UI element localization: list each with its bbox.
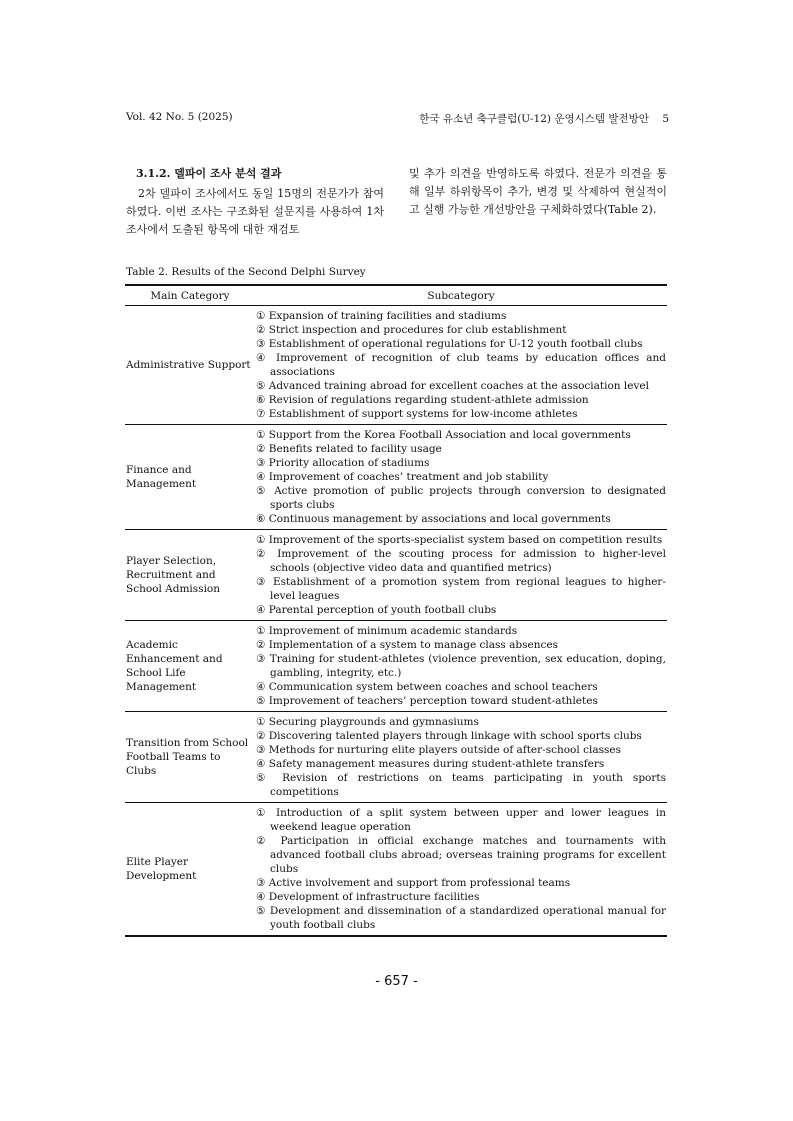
table-header-row [125,285,667,306]
paragraph-left: 2차 델파이 조사에서도 동일 15명의 전문가가 참여하였다. 이번 조사는 구조화된 설문지를 사용하여 1차 조사에서 도출된 항목에 대한 재검토 [126,187,384,236]
subcategory-item: ② Implementation of a system to manage class absences [256,639,558,651]
journal-volume: Vol. 42 No. 5 (2025) [126,111,233,123]
right-column [409,165,667,239]
page-folio: - 657 - [375,974,418,989]
subcategory-cell [255,530,667,621]
table-row [125,621,667,712]
subcategory-item: ④ Safety management measures during student-athlete transfers [256,758,605,770]
subcategory-item: ④ Parental perception of youth football clubs [256,604,497,616]
page-number: 5 [662,113,669,125]
table-row [125,425,667,530]
subcategory-cell [255,803,667,937]
table-row [125,712,667,803]
subcategory-item: ④ Development of infrastructure facilities [256,891,480,903]
running-title-group [419,111,669,126]
subcategory-item: ⑤ Revision of restrictions on teams participating in youth sports competitions [256,772,666,798]
subcategory-item: ① Introduction of a split system between upper and lower leagues in weekend league operation [256,807,666,833]
results-table [125,284,667,937]
table-body [125,306,667,937]
subcategory-item: ② Discovering talented players through linkage with school sports clubs [256,730,642,742]
subcategory-item: ② Improvement of the scouting process for admission to higher-level schools (objective video data and quantified metrics) [256,548,666,574]
table-row [125,306,667,425]
subcategory-item: ⑥ Continuous management by associations and local governments [256,513,611,525]
subcategory-list [256,533,666,617]
table-caption: Table 2. Results of the Second Delphi Survey [126,266,366,278]
main-category-cell: Elite Player Development [125,803,255,937]
main-category-cell: Transition from School Football Teams to Clubs [125,712,255,803]
table-row [125,530,667,621]
table-row [125,803,667,937]
subcategory-list [256,309,666,421]
subcategory-item: ⑥ Revision of regulations regarding student-athlete admission [256,394,589,406]
subcategory-cell [255,306,667,425]
subcategory-item: ③ Methods for nurturing elite players outside of after-school classes [256,744,621,756]
subcategory-item: ① Improvement of the sports-specialist system based on competition results [256,534,663,546]
subcategory-item: ④ Improvement of recognition of club teams by education offices and associations [256,352,666,378]
subcategory-item: ⑤ Active promotion of public projects through conversion to designated sports clubs [256,485,666,511]
subcategory-item: ③ Establishment of operational regulations for U-12 youth football clubs [256,338,643,350]
subcategory-cell [255,712,667,803]
subcategory-list [256,806,666,932]
subcategory-item: ① Improvement of minimum academic standards [256,625,518,637]
subcategory-item: ① Securing playgrounds and gymnasiums [256,716,479,728]
subcategory-item: ② Strict inspection and procedures for club establishment [256,324,567,336]
subcategory-item: ① Expansion of training facilities and stadiums [256,310,507,322]
subcategory-item: ③ Active involvement and support from professional teams [256,877,571,889]
subcategory-item: ② Benefits related to facility usage [256,443,442,455]
running-title: 한국 유소년 축구클럽(U-12) 운영시스템 발전방안 [419,113,649,125]
subcategory-item: ③ Priority allocation of stadiums [256,457,430,469]
subcategory-item: ⑦ Establishment of support systems for low-income athletes [256,408,578,420]
paragraph-right: 및 추가 의견을 반영하도록 하였다. 전문가 의견을 통해 일부 하위항목이 추가, 변경 및 삭제하여 현실적이고 실행 가능한 개선방안을 구체화하였다(Table 2). [409,167,667,216]
subcategory-item: ② Participation in official exchange matches and tournaments with advanced football clubs abroad; overseas training programs for excellent clubs [256,835,666,875]
column-header-subcategory: Subcategory [255,285,667,306]
subcategory-item: ③ Training for student-athletes (violence prevention, sex education, doping, gambling, integrity, etc.) [256,653,666,679]
subcategory-list [256,428,666,526]
subcategory-item: ⑤ Advanced training abroad for excellent coaches at the association level [256,380,649,392]
left-column [126,165,384,239]
subcategory-list [256,624,666,708]
subcategory-cell [255,621,667,712]
subcategory-item: ③ Establishment of a promotion system from regional leagues to higher-level leagues [256,576,666,602]
main-category-cell: Finance and Management [125,425,255,530]
subcategory-item: ④ Communication system between coaches and school teachers [256,681,598,693]
subcategory-item: ④ Improvement of coaches’ treatment and job stability [256,471,549,483]
subcategory-item: ① Support from the Korea Football Association and local governments [256,429,631,441]
subcategory-item: ⑤ Development and dissemination of a standardized operational manual for youth football clubs [256,905,666,931]
subcategory-cell [255,425,667,530]
main-category-cell: Administrative Support [125,306,255,425]
running-header [126,111,669,126]
main-category-cell: Player Selection, Recruitment and School Admission [125,530,255,621]
main-category-cell: Academic Enhancement and School Life Management [125,621,255,712]
body-text [126,165,667,239]
section-heading: 3.1.2. 델파이 조사 분석 결과 [136,167,282,180]
subcategory-list [256,715,666,799]
subcategory-item: ⑤ Improvement of teachers’ perception toward student-athletes [256,695,598,707]
column-header-main-category: Main Category [125,285,255,306]
